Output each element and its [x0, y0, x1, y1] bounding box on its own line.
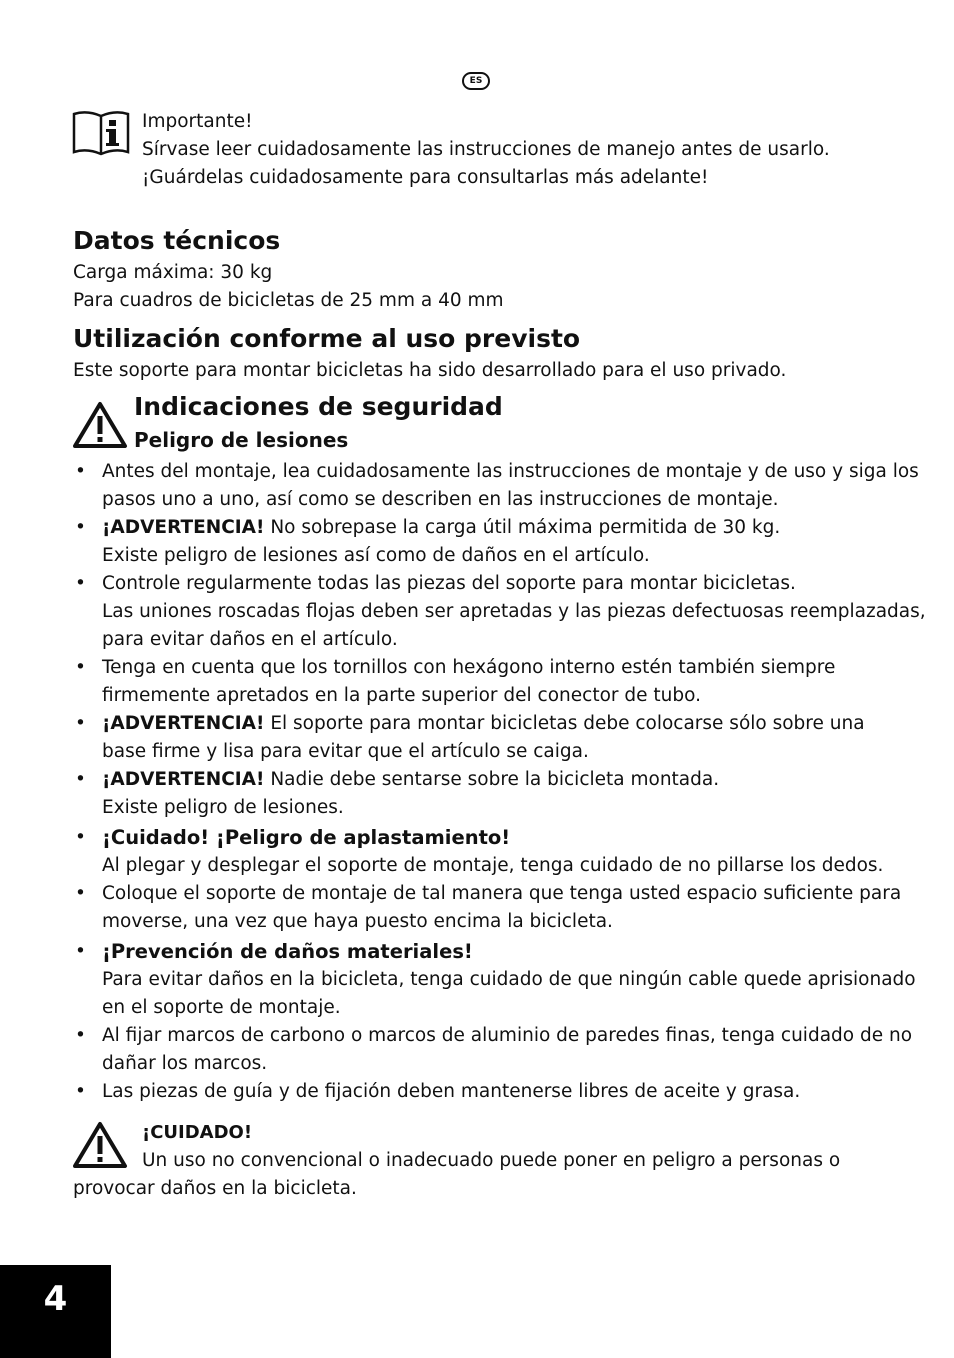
- list-item-text: Existe peligro de lesiones así como de daños en el artículo.: [102, 545, 650, 566]
- list-item-text: base firme y lisa para evitar que el artículo se caiga.: [102, 741, 589, 762]
- list-item-text: El soporte para montar bicicletas debe colocarse sólo sobre una: [264, 713, 865, 734]
- tech-line: Carga máxima: 30 kg: [73, 262, 273, 283]
- list-item-text: Tenga en cuenta que los tornillos con hexágono interno estén también siempre: [102, 657, 836, 678]
- list-item-text: para evitar daños en el artículo.: [102, 629, 398, 650]
- caution-text: provocar daños en la bicicleta.: [73, 1178, 357, 1199]
- safety-subheading: Peligro de lesiones: [134, 428, 349, 452]
- book-info-icon: [72, 108, 130, 156]
- bullet-icon: •: [75, 769, 86, 790]
- list-item-text: Las uniones roscadas flojas deben ser apretadas y las piezas defectuosas reemplazadas,: [102, 601, 926, 622]
- warning-label: ¡ADVERTENCIA!: [102, 769, 265, 790]
- list-item-text: moverse, una vez que haya puesto encima la bicicleta.: [102, 911, 613, 932]
- bullet-icon: •: [75, 1081, 86, 1102]
- list-item-text: No sobrepase la carga útil máxima permitida de 30 kg.: [264, 517, 781, 538]
- safety-list: [73, 458, 926, 1106]
- list-item: [73, 570, 926, 654]
- list-item-heading: ¡Cuidado! ¡Peligro de aplastamiento!: [102, 826, 511, 849]
- list-item-text: Al fijar marcos de carbono o marcos de aluminio de paredes finas, tenga cuidado de no: [102, 1025, 913, 1046]
- tech-line: Para cuadros de bicicletas de 25 mm a 40 mm: [73, 290, 504, 311]
- list-item: [73, 824, 923, 880]
- language-badge: ES: [462, 72, 490, 90]
- list-item-text: firmemente apretados en la parte superior del conector de tubo.: [102, 685, 701, 706]
- warning-label: ¡ADVERTENCIA!: [102, 517, 265, 538]
- bullet-icon: •: [75, 713, 86, 734]
- list-item: [73, 654, 923, 710]
- warning-label: ¡ADVERTENCIA!: [102, 713, 265, 734]
- list-item: [73, 1078, 923, 1106]
- bullet-icon: •: [75, 517, 86, 538]
- bullet-icon: •: [75, 941, 86, 962]
- caution-title: ¡CUIDADO!: [142, 1122, 253, 1143]
- list-item-text: en el soporte de montaje.: [102, 997, 341, 1018]
- caution-text: Un uso no convencional o inadecuado puede poner en peligro a personas o: [142, 1150, 841, 1171]
- bullet-icon: •: [75, 461, 86, 482]
- safety-heading: Indicaciones de seguridad: [134, 392, 503, 421]
- usage-heading: Utilización conforme al uso previsto: [73, 324, 581, 353]
- list-item-heading: ¡Prevención de daños materiales!: [102, 940, 473, 963]
- list-item: [73, 710, 923, 766]
- list-item-text: Antes del montaje, lea cuidadosamente las instrucciones de montaje y de uso y siga los: [102, 461, 919, 482]
- bullet-icon: •: [75, 827, 86, 848]
- tech-heading: Datos técnicos: [73, 226, 281, 255]
- bullet-icon: •: [75, 573, 86, 594]
- bullet-icon: •: [75, 883, 86, 904]
- list-item-text: Coloque el soporte de montaje de tal manera que tenga usted espacio suficiente para: [102, 883, 902, 904]
- bullet-icon: •: [75, 657, 86, 678]
- important-line: ¡Guárdelas cuidadosamente para consultarlas más adelante!: [142, 167, 709, 188]
- important-title: Importante!: [142, 111, 253, 132]
- list-item-text: dañar los marcos.: [102, 1053, 268, 1074]
- usage-text: Este soporte para montar bicicletas ha sido desarrollado para el uso privado.: [73, 360, 787, 381]
- warning-triangle-icon: [72, 400, 128, 450]
- important-notice: [142, 108, 830, 192]
- list-item-text: Existe peligro de lesiones.: [102, 797, 344, 818]
- list-item-text: pasos uno a uno, así como se describen en las instrucciones de montaje.: [102, 489, 779, 510]
- list-item-text: Las piezas de guía y de fijación deben mantenerse libres de aceite y grasa.: [102, 1081, 801, 1102]
- list-item-text: Nadie debe sentarse sobre la bicicleta montada.: [264, 769, 720, 790]
- page-number: 4: [43, 1279, 68, 1319]
- list-item-text: Al plegar y desplegar el soporte de montaje, tenga cuidado de no pillarse los dedos.: [102, 855, 884, 876]
- warning-triangle-icon: [72, 1120, 128, 1170]
- list-item: [73, 766, 923, 822]
- list-item-text: Controle regularmente todas las piezas del soporte para montar bicicletas.: [102, 573, 796, 594]
- list-item: [73, 458, 923, 514]
- list-item: [73, 880, 923, 936]
- list-item: [73, 938, 923, 1022]
- bullet-icon: •: [75, 1025, 86, 1046]
- page-number-box: [0, 1265, 111, 1358]
- list-item: [73, 1022, 923, 1078]
- important-line: Sírvase leer cuidadosamente las instrucciones de manejo antes de usarlo.: [142, 139, 830, 160]
- list-item-text: Para evitar daños en la bicicleta, tenga cuidado de que ningún cable quede aprisionado: [102, 969, 916, 990]
- list-item: [73, 514, 923, 570]
